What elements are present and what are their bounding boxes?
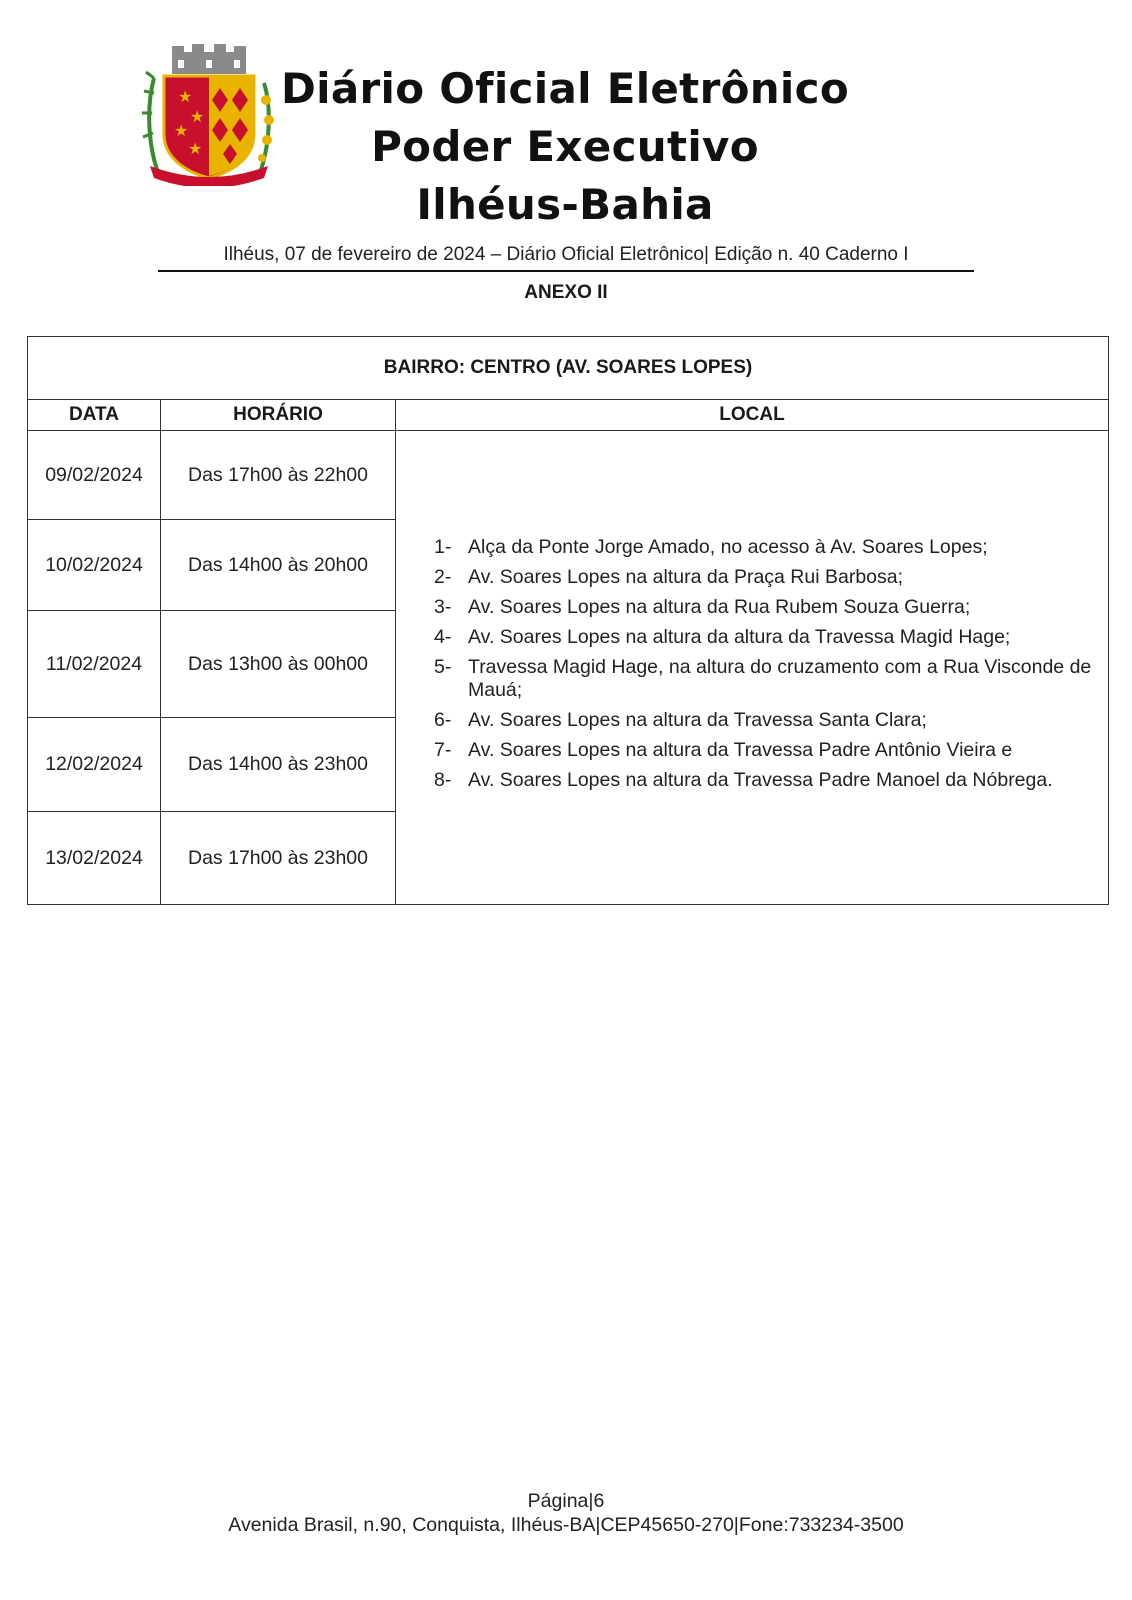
list-item-text: Av. Soares Lopes na altura da Travessa Santa Clara; bbox=[468, 709, 927, 731]
list-item-text: Av. Soares Lopes na altura da Travessa Padre Manoel da Nóbrega. bbox=[468, 769, 1053, 791]
time-cell: Das 17h00 às 22h00 bbox=[161, 431, 396, 520]
list-item bbox=[434, 626, 1098, 649]
date-cell: 11/02/2024 bbox=[28, 611, 161, 718]
list-item bbox=[434, 709, 1098, 732]
list-item-text: Av. Soares Lopes na altura da altura da Travessa Magid Hage; bbox=[468, 626, 1011, 648]
column-header-time: HORÁRIO bbox=[161, 400, 396, 431]
time-cell: Das 17h00 às 23h00 bbox=[161, 812, 396, 905]
title-line-1: Diário Oficial Eletrônico bbox=[281, 64, 849, 113]
time-cell: Das 14h00 às 20h00 bbox=[161, 520, 396, 611]
column-header-local: LOCAL bbox=[396, 400, 1109, 431]
list-item-number: 3- bbox=[434, 596, 452, 618]
list-item bbox=[434, 656, 1098, 702]
title-line-3: Ilhéus-Bahia bbox=[416, 180, 714, 229]
list-item-number: 4- bbox=[434, 626, 452, 648]
time-cell: Das 13h00 às 00h00 bbox=[161, 611, 396, 718]
footer-address: Avenida Brasil, n.90, Conquista, Ilhéus-BA|CEP45650-270|Fone:733234-3500 bbox=[228, 1514, 904, 1536]
list-item-text: Travessa Magid Hage, na altura do cruzamento com a Rua Visconde de Mauá; bbox=[468, 656, 1092, 701]
table-row bbox=[28, 431, 1109, 520]
list-item-text: Alça da Ponte Jorge Amado, no acesso à Av. Soares Lopes; bbox=[468, 536, 988, 558]
local-cell bbox=[396, 431, 1109, 905]
list-item-number: 7- bbox=[434, 739, 452, 761]
svg-text:★: ★ bbox=[178, 89, 193, 106]
list-item bbox=[434, 536, 1098, 559]
list-item-number: 2- bbox=[434, 566, 452, 588]
svg-text:★: ★ bbox=[174, 123, 189, 140]
list-item-text: Av. Soares Lopes na altura da Praça Rui Barbosa; bbox=[468, 566, 904, 588]
location-list bbox=[434, 536, 1098, 792]
list-item-number: 6- bbox=[434, 709, 452, 731]
bairro-header: BAIRRO: CENTRO (AV. SOARES LOPES) bbox=[28, 337, 1109, 400]
svg-text:★: ★ bbox=[188, 141, 203, 158]
list-item-number: 1- bbox=[434, 536, 452, 558]
list-item-number: 5- bbox=[434, 656, 452, 678]
list-item-text: Av. Soares Lopes na altura da Travessa Padre Antônio Vieira e bbox=[468, 739, 1013, 761]
svg-text:★: ★ bbox=[190, 109, 205, 126]
date-cell: 12/02/2024 bbox=[28, 718, 161, 812]
annex-title: ANEXO II bbox=[524, 282, 608, 303]
time-cell: Das 14h00 às 23h00 bbox=[161, 718, 396, 812]
list-item bbox=[434, 769, 1098, 792]
list-item bbox=[434, 739, 1098, 762]
title-line-2: Poder Executivo bbox=[371, 122, 759, 171]
document-title bbox=[250, 60, 880, 234]
list-item-number: 8- bbox=[434, 769, 452, 791]
list-item bbox=[434, 596, 1098, 619]
date-cell: 10/02/2024 bbox=[28, 520, 161, 611]
date-cell: 09/02/2024 bbox=[28, 431, 161, 520]
page-number: Página|6 bbox=[527, 1490, 605, 1512]
column-header-date: DATA bbox=[28, 400, 161, 431]
edition-line: Ilhéus, 07 de fevereiro de 2024 – Diário Oficial Eletrônico| Edição n. 40 Caderno I bbox=[158, 244, 974, 272]
list-item bbox=[434, 566, 1098, 589]
list-item-text: Av. Soares Lopes na altura da Rua Rubem Souza Guerra; bbox=[468, 596, 971, 618]
schedule-table bbox=[27, 336, 1109, 905]
date-cell: 13/02/2024 bbox=[28, 812, 161, 905]
